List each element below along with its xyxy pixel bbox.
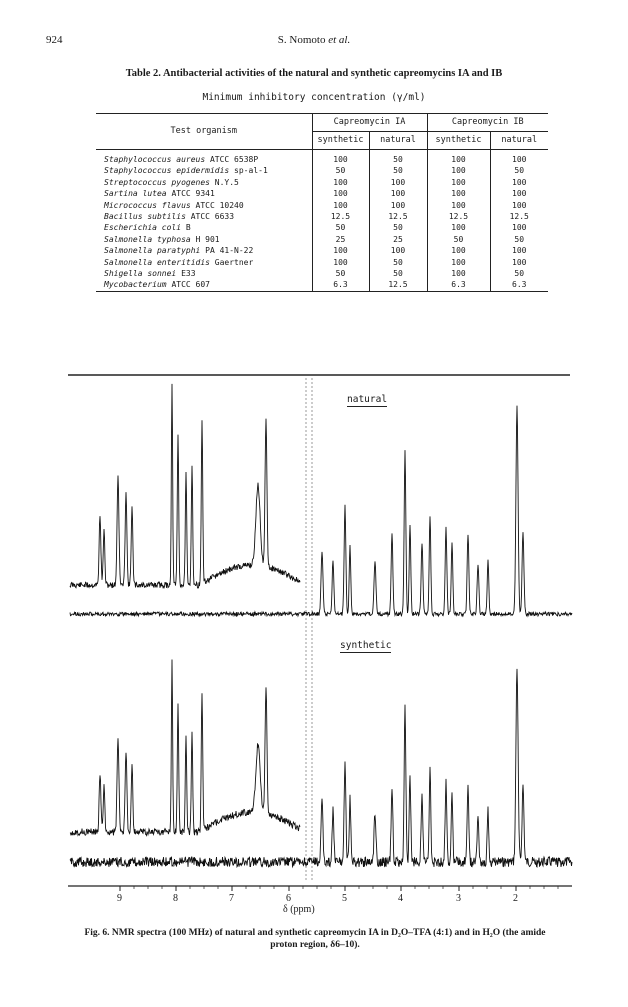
mic-value-ia-nat: 12.5 [369, 211, 427, 222]
tick-label: 5 [342, 893, 347, 904]
organism-genus: Salmonella enteritidis [104, 257, 210, 267]
mic-value-ia-syn: 50 [312, 268, 369, 279]
mic-value-ia-nat: 50 [369, 222, 427, 233]
mic-value-ib-syn: 100 [427, 222, 490, 233]
tick-label: 4 [398, 893, 403, 904]
mic-value-ia-nat: 25 [369, 234, 427, 245]
mic-value-ia-nat: 12.5 [369, 279, 427, 291]
organism-genus: Salmonella typhosa [104, 234, 191, 244]
mic-value-ia-syn: 100 [312, 245, 369, 256]
mic-value-ia-syn: 100 [312, 150, 369, 166]
figure-caption: Fig. 6. NMR spectra (100 MHz) of natural and synthetic capreomycin IA in D₂O–TFA (4:1) and in H₂O (the amide proton region, δ6–10). [84, 928, 546, 950]
organism-strain: ATCC 9341 [166, 189, 215, 199]
mic-value-ib-nat: 100 [490, 257, 548, 268]
organism-strain: N.Y.5 [209, 177, 239, 187]
col-ib-natural: natural [490, 132, 548, 150]
mic-value-ia-nat: 50 [369, 268, 427, 279]
mic-value-ib-syn: 100 [427, 268, 490, 279]
mic-value-ia-nat: 100 [369, 200, 427, 211]
mic-value-ib-syn: 100 [427, 257, 490, 268]
mic-value-ia-nat: 100 [369, 245, 427, 256]
organism-strain: Gaertner [209, 257, 254, 267]
mic-value-ib-nat: 100 [490, 200, 548, 211]
tick-label: 9 [117, 893, 122, 904]
tick-label: 8 [173, 893, 178, 904]
synthetic-spectrum-d2o [70, 660, 300, 836]
organism-genus: Mycobacterium [104, 280, 167, 290]
organism-genus: Micrococcus flavus [104, 200, 191, 210]
mic-value-ib-syn: 100 [427, 177, 490, 188]
mic-value-ia-syn: 50 [312, 165, 369, 176]
organism-genus: Escherichia coli [104, 223, 182, 233]
organism-strain: ATCC 10240 [190, 200, 244, 210]
label-natural: natural [347, 394, 388, 405]
mic-value-ia-nat: 50 [369, 165, 427, 176]
mic-value-ib-nat: 100 [490, 177, 548, 188]
page-number: 924 [46, 34, 63, 46]
mic-value-ia-syn: 25 [312, 234, 369, 245]
mic-value-ib-nat: 100 [490, 222, 548, 233]
mic-value-ib-nat: 50 [490, 165, 548, 176]
axis-label-ppm: δ (ppm) [283, 904, 315, 915]
tick-label: 6 [286, 893, 291, 904]
mic-value-ia-nat: 50 [369, 257, 427, 268]
col-ia-natural: natural [369, 132, 427, 150]
label-synthetic: synthetic [340, 640, 392, 651]
mic-value-ia-syn: 100 [312, 188, 369, 199]
mic-value-ib-nat: 100 [490, 188, 548, 199]
mic-value-ia-syn: 100 [312, 200, 369, 211]
natural-spectrum-h2o [70, 406, 572, 616]
col-ib-synthetic: synthetic [427, 132, 490, 150]
mic-value-ia-nat: 100 [369, 177, 427, 188]
organism-genus: Sartina lutea [104, 189, 167, 199]
synthetic-spectrum-h2o [70, 669, 572, 867]
organism-genus: Staphylococcus epidermidis [104, 166, 230, 176]
mic-value-ia-nat: 50 [369, 150, 427, 166]
organism-strain: ATCC 6633 [185, 212, 235, 222]
col-capreomycin-ib: Capreomycin IB [427, 114, 548, 132]
mic-value-ib-syn: 12.5 [427, 211, 490, 222]
table-title: Table 2. Antibacterial activities of the natural and synthetic capreomycins IA and IB [125, 68, 503, 79]
organism-genus: Streptococcus pyogenes [104, 177, 210, 187]
mic-value-ia-syn: 6.3 [312, 279, 369, 291]
ppm-axis-ticks [120, 886, 558, 891]
organism-strain: ATCC 6538P [205, 155, 259, 164]
header-authors: S. Nomoto [277, 34, 326, 46]
mic-value-ib-nat: 100 [490, 245, 548, 256]
mic-value-ia-nat: 100 [369, 188, 427, 199]
table-subtitle: Minimum inhibitory concentration (γ/ml) [202, 92, 426, 103]
organism-strain: PA 41-N-22 [200, 246, 254, 256]
mic-value-ib-nat: 6.3 [490, 279, 548, 291]
mic-value-ib-syn: 100 [427, 245, 490, 256]
col-capreomycin-ia: Capreomycin IA [312, 114, 427, 132]
natural-spectrum-d2o [70, 384, 300, 588]
mic-value-ib-syn: 100 [427, 188, 490, 199]
col-test-organism: Test organism [96, 114, 312, 150]
mic-value-ia-syn: 50 [312, 222, 369, 233]
mic-value-ib-syn: 100 [427, 165, 490, 176]
organism-strain: ATCC 607 [166, 280, 210, 290]
tick-label: 7 [229, 893, 234, 904]
mic-value-ib-nat: 50 [490, 234, 548, 245]
mic-value-ib-nat: 100 [490, 150, 548, 166]
mic-value-ib-syn: 100 [427, 150, 490, 166]
col-ia-synthetic: synthetic [312, 132, 369, 150]
mic-value-ia-syn: 100 [312, 177, 369, 188]
tick-label: 2 [513, 893, 518, 904]
organism-strain: E33 [176, 269, 196, 279]
mic-value-ia-syn: 12.5 [312, 211, 369, 222]
mic-value-ib-syn: 50 [427, 234, 490, 245]
organism-genus: Shigella sonnei [104, 269, 177, 279]
organism-strain: B [181, 223, 191, 233]
tick-label: 3 [456, 893, 461, 904]
organism-genus: Bacillus subtilis [104, 212, 186, 222]
organism-genus: Staphylococcus aureus [104, 155, 206, 164]
mic-value-ib-nat: 50 [490, 268, 548, 279]
organism-genus: Salmonella paratyphi [104, 246, 201, 256]
header-etal: et al. [328, 34, 351, 46]
organism-strain: H 901 [190, 234, 220, 244]
mic-value-ib-syn: 6.3 [427, 279, 490, 291]
mic-value-ia-syn: 100 [312, 257, 369, 268]
mic-value-ib-syn: 100 [427, 200, 490, 211]
mic-value-ib-nat: 12.5 [490, 211, 548, 222]
organism-strain: sp-al-1 [229, 166, 268, 176]
